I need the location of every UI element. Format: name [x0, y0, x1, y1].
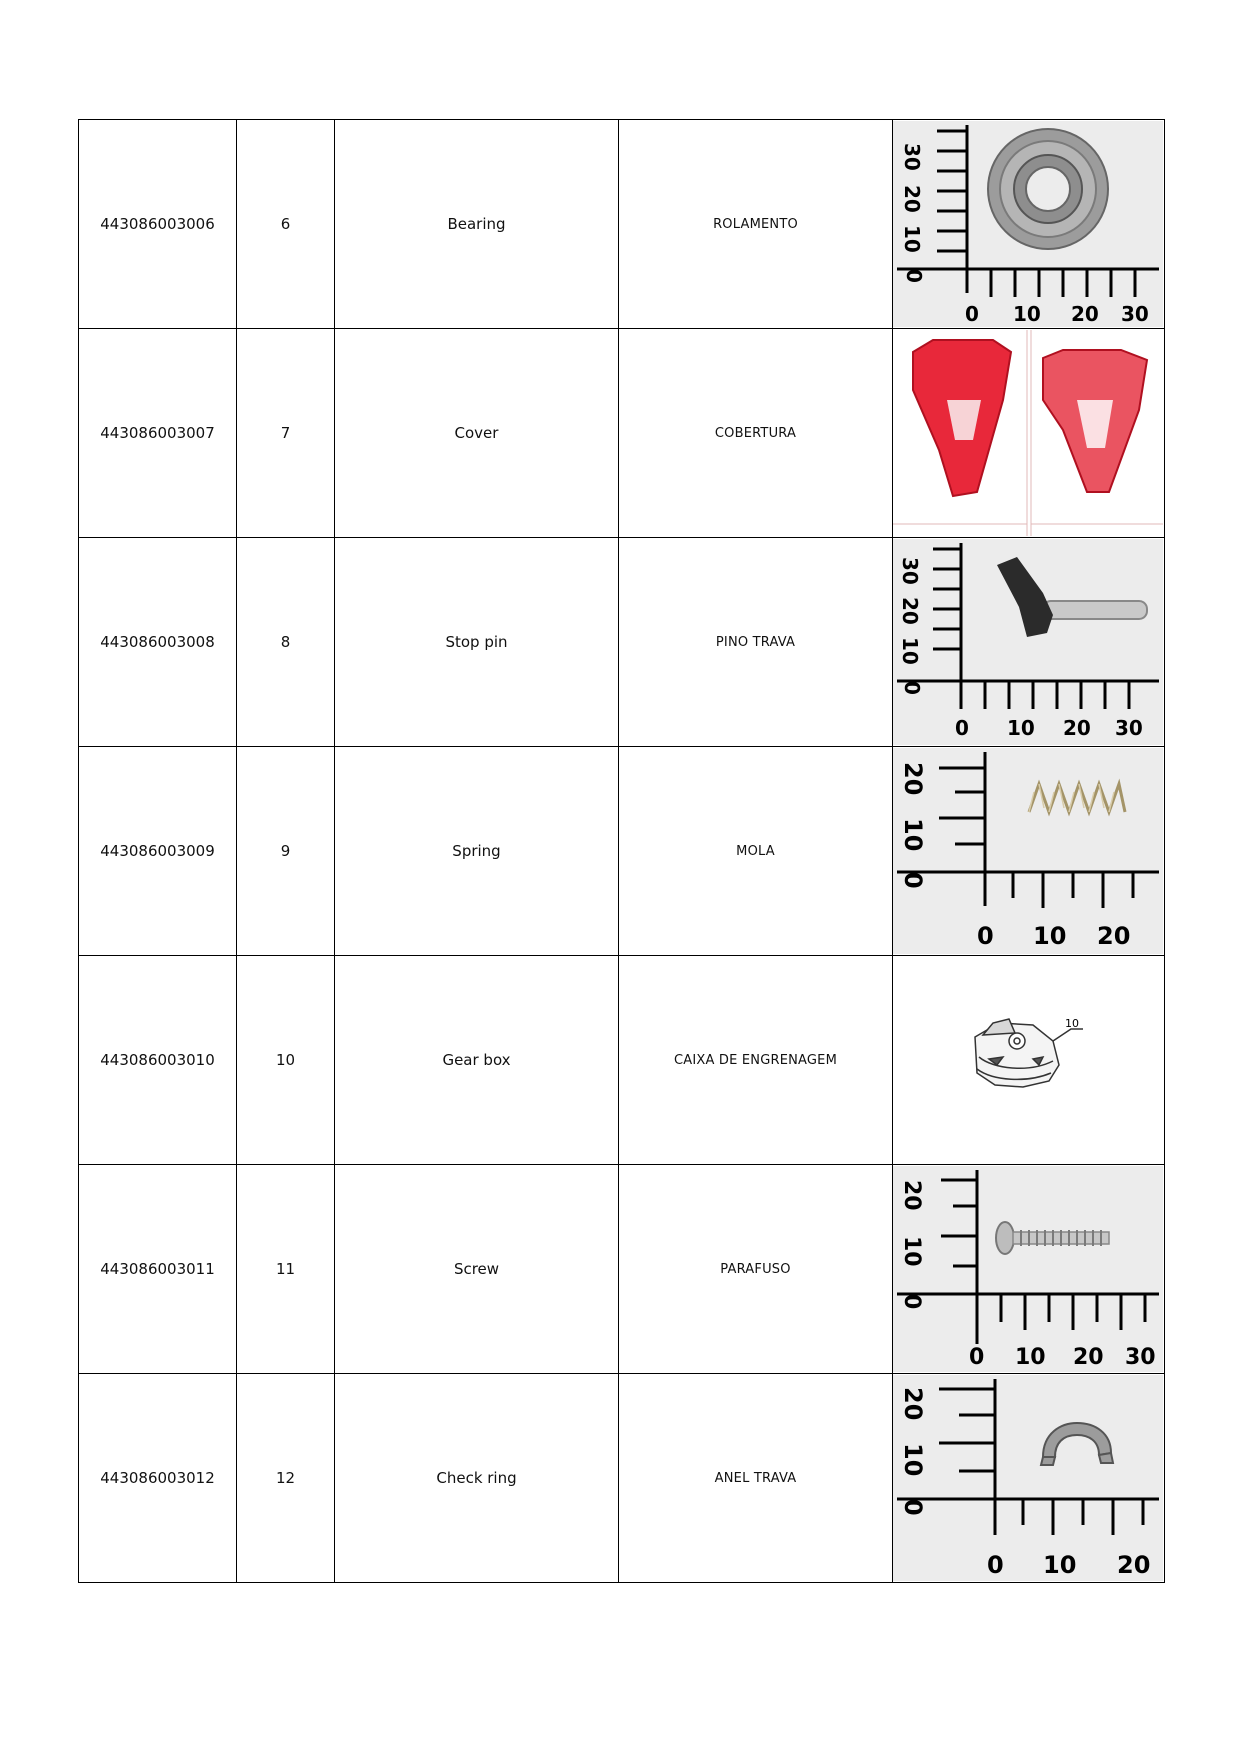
- svg-text:30: 30: [898, 557, 922, 585]
- part-code: 443086003006: [79, 120, 237, 329]
- table-row: [79, 956, 1165, 1165]
- screw-photo: [893, 1166, 1163, 1372]
- description-pt: PINO TRAVA: [619, 538, 893, 747]
- description-en: Stop pin: [335, 538, 619, 747]
- item-number: 11: [237, 1165, 335, 1374]
- part-image-cell: [893, 956, 1165, 1165]
- description-pt: ANEL TRAVA: [619, 1374, 893, 1583]
- svg-text:10: 10: [1033, 922, 1067, 950]
- part-image-cell: [893, 120, 1165, 329]
- item-number: 6: [237, 120, 335, 329]
- item-number: 7: [237, 329, 335, 538]
- part-code: 443086003010: [79, 956, 237, 1165]
- svg-text:20: 20: [1073, 1345, 1104, 1370]
- svg-text:10: 10: [1065, 1017, 1079, 1030]
- svg-text:10: 10: [898, 637, 922, 665]
- svg-text:0: 0: [902, 269, 926, 283]
- svg-text:0: 0: [955, 716, 969, 740]
- svg-text:0: 0: [899, 1499, 927, 1516]
- description-pt: ROLAMENTO: [619, 120, 893, 329]
- description-en: Cover: [335, 329, 619, 538]
- part-code: 443086003012: [79, 1374, 237, 1583]
- svg-text:20: 20: [899, 1387, 927, 1421]
- svg-text:0: 0: [987, 1551, 1004, 1579]
- part-code: 443086003011: [79, 1165, 237, 1374]
- svg-text:20: 20: [899, 762, 927, 796]
- table-row: [79, 747, 1165, 956]
- svg-text:10: 10: [1013, 302, 1041, 326]
- part-code: 443086003007: [79, 329, 237, 538]
- svg-text:10: 10: [1007, 716, 1035, 740]
- description-en: Gear box: [335, 956, 619, 1165]
- svg-text:0: 0: [899, 872, 927, 889]
- cover-photo: [893, 330, 1163, 536]
- description-pt: COBERTURA: [619, 329, 893, 538]
- svg-text:10: 10: [900, 225, 924, 253]
- svg-text:0: 0: [965, 302, 979, 326]
- svg-text:20: 20: [1063, 716, 1091, 740]
- description-pt: CAIXA DE ENGRENAGEM: [619, 956, 893, 1165]
- table-row: [79, 1374, 1165, 1583]
- item-number: 10: [237, 956, 335, 1165]
- stop-pin-photo: [893, 539, 1163, 745]
- part-image-cell: [893, 538, 1165, 747]
- item-number: 9: [237, 747, 335, 956]
- svg-text:10: 10: [899, 1443, 927, 1477]
- svg-text:0: 0: [977, 922, 994, 950]
- table-row: [79, 120, 1165, 329]
- part-image-cell: [893, 747, 1165, 956]
- svg-text:20: 20: [900, 185, 924, 213]
- svg-text:10: 10: [1015, 1345, 1046, 1370]
- gear-box-drawing: [893, 957, 1163, 1163]
- part-image-cell: [893, 1374, 1165, 1583]
- description-pt: PARAFUSO: [619, 1165, 893, 1374]
- item-number: 12: [237, 1374, 335, 1583]
- table-row: [79, 329, 1165, 538]
- description-en: Spring: [335, 747, 619, 956]
- parts-table: [78, 119, 1165, 1583]
- svg-text:0: 0: [899, 1294, 924, 1310]
- table-row: [79, 538, 1165, 747]
- svg-text:20: 20: [1071, 302, 1099, 326]
- item-number: 8: [237, 538, 335, 747]
- svg-text:0: 0: [900, 681, 924, 695]
- table-row: [79, 1165, 1165, 1374]
- svg-text:30: 30: [1125, 1345, 1156, 1370]
- part-image-cell: [893, 1165, 1165, 1374]
- part-image-cell: [893, 329, 1165, 538]
- description-pt: MOLA: [619, 747, 893, 956]
- bearing-photo: [893, 121, 1163, 327]
- svg-text:10: 10: [899, 1236, 924, 1267]
- svg-text:30: 30: [1115, 716, 1143, 740]
- svg-text:20: 20: [898, 597, 922, 625]
- part-code: 443086003009: [79, 747, 237, 956]
- svg-text:30: 30: [1121, 302, 1149, 326]
- svg-text:10: 10: [1043, 1551, 1077, 1579]
- part-code: 443086003008: [79, 538, 237, 747]
- svg-text:20: 20: [899, 1180, 924, 1211]
- svg-text:20: 20: [1097, 922, 1131, 950]
- description-en: Bearing: [335, 120, 619, 329]
- svg-text:0: 0: [969, 1345, 985, 1370]
- spring-photo: [893, 748, 1163, 954]
- svg-text:20: 20: [1117, 1551, 1151, 1579]
- svg-text:30: 30: [900, 143, 924, 171]
- description-en: Screw: [335, 1165, 619, 1374]
- description-en: Check ring: [335, 1374, 619, 1583]
- svg-text:10: 10: [899, 818, 927, 852]
- check-ring-photo: [893, 1375, 1163, 1581]
